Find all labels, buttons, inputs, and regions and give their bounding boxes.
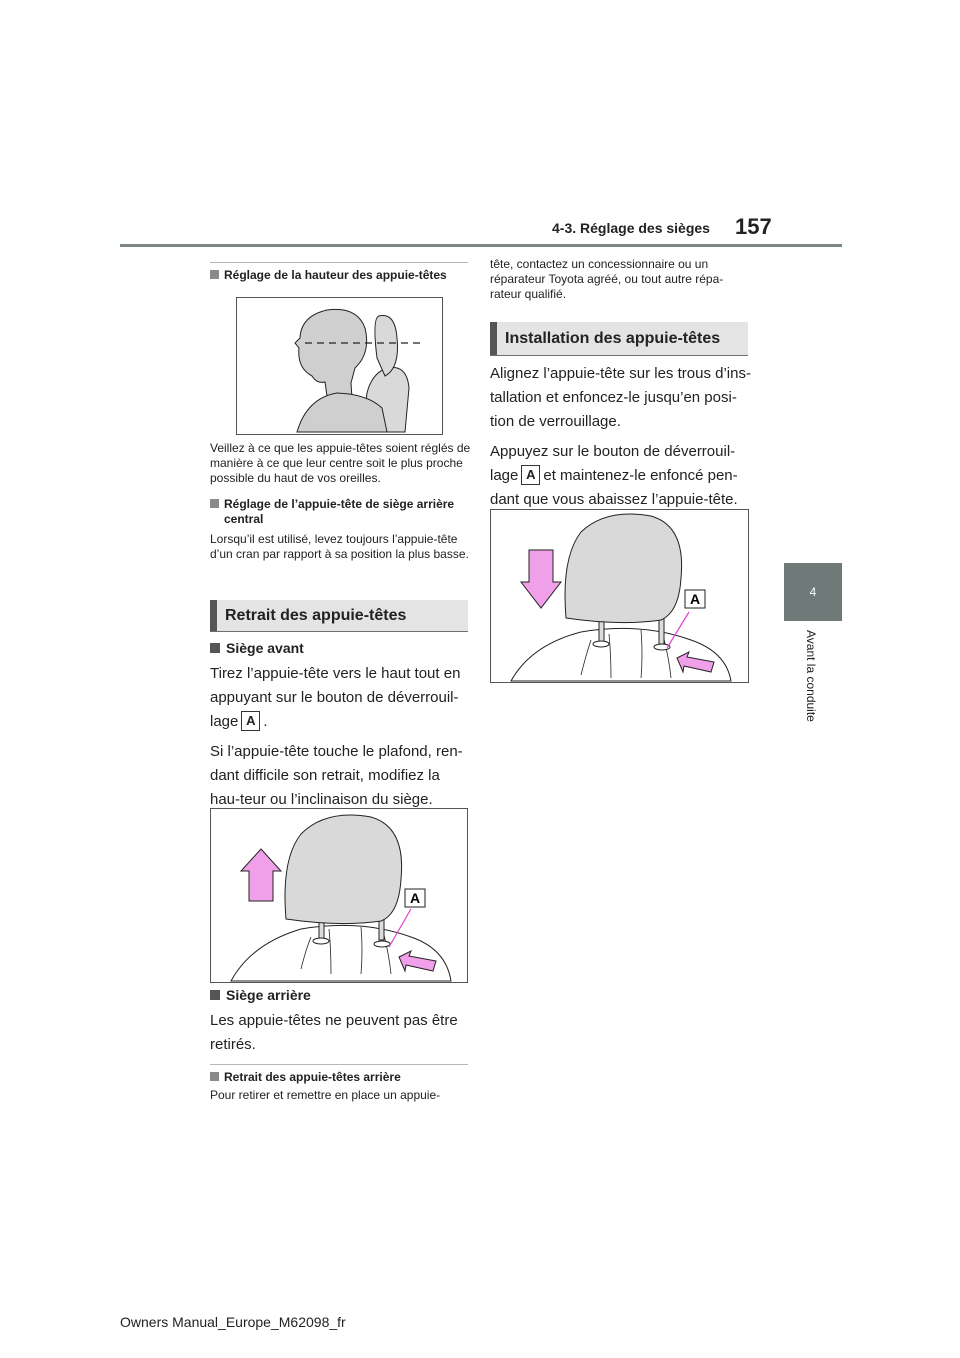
chapter-label: Avant la conduite — [804, 630, 818, 722]
install-text-1: Alignez l’appuie-tête sur les trous d’ins-tallation et enfoncez-le jusqu’en posi-tion de verrouillage. — [490, 365, 751, 430]
install-text-2: Appuyez sur le bouton de déverrouil-lage — [490, 443, 736, 484]
rear-removal-heading: Retrait des appuie-têtes arrière — [210, 1070, 470, 1085]
front-seat-text-1-end: . — [263, 713, 268, 730]
height-heading: Réglage de la hauteur des appuie-têtes — [210, 268, 470, 283]
headrest-installation-drawing — [491, 510, 748, 682]
header-rule — [120, 244, 842, 247]
height-text: Veillez à ce que les appuie-têtes soient réglés de manière à ce que leur centre soit le plus proche possible du haut de vos oreilles. — [210, 441, 471, 485]
removal-section-title: Retrait des appuie-têtes — [210, 600, 468, 632]
release-button-label: A — [241, 711, 260, 731]
illustration-label-a: A — [409, 890, 421, 906]
rear-seat-text: Les appuie-têtes ne peuvent pas être retirés. — [210, 1012, 458, 1053]
front-seat-text-1: Tirez l’appuie-tête vers le haut tout en appuyant sur le bouton de déverrouil-lage — [210, 665, 461, 730]
release-button-label: A — [521, 465, 540, 485]
front-seat-heading: Siège avant — [210, 640, 304, 656]
divider — [210, 262, 468, 263]
divider — [210, 1064, 468, 1065]
rear-seat-heading: Siège arrière — [210, 987, 311, 1003]
install-text-2-end: et maintenez-le enfoncé pen-dant que vous abaissez l’appuie-tête. — [490, 467, 738, 508]
headrest-height-illustration — [236, 297, 443, 435]
chapter-tab[interactable]: 4 — [784, 563, 842, 621]
center-heading: Réglage de l’appuie-tête de siège arrière central — [210, 497, 474, 527]
install-text — [490, 362, 752, 518]
headrest-removal-illustration — [210, 808, 468, 983]
center-text: Lorsqu’il est utilisé, levez toujours l’appuie-tête d’un cran par rapport à sa position la plus basse. — [210, 532, 469, 561]
headrest-removal-drawing — [211, 809, 467, 982]
rear-removal-text: Pour retirer et remettre en place un appuie- — [210, 1088, 441, 1102]
illustration-label-a: A — [689, 591, 701, 607]
section-title: 4-3. Réglage des sièges — [552, 220, 710, 236]
headrest-height-drawing — [237, 298, 442, 434]
install-section-title: Installation des appuie-têtes — [490, 322, 748, 356]
headrest-installation-illustration — [490, 509, 749, 683]
footer-text: Owners Manual_Europe_M62098_fr — [120, 1314, 346, 1330]
page-number: 157 — [735, 214, 772, 239]
front-seat-text-2: Si l’appuie-tête touche le plafond, ren-dant difficile son retrait, modifiez la hau-teur ou l’inclinaison du siège. — [210, 743, 463, 808]
continued-text: tête, contactez un concessionnaire ou un réparateur Toyota agréé, ou tout autre répa-rateur qualifié. — [490, 257, 724, 301]
